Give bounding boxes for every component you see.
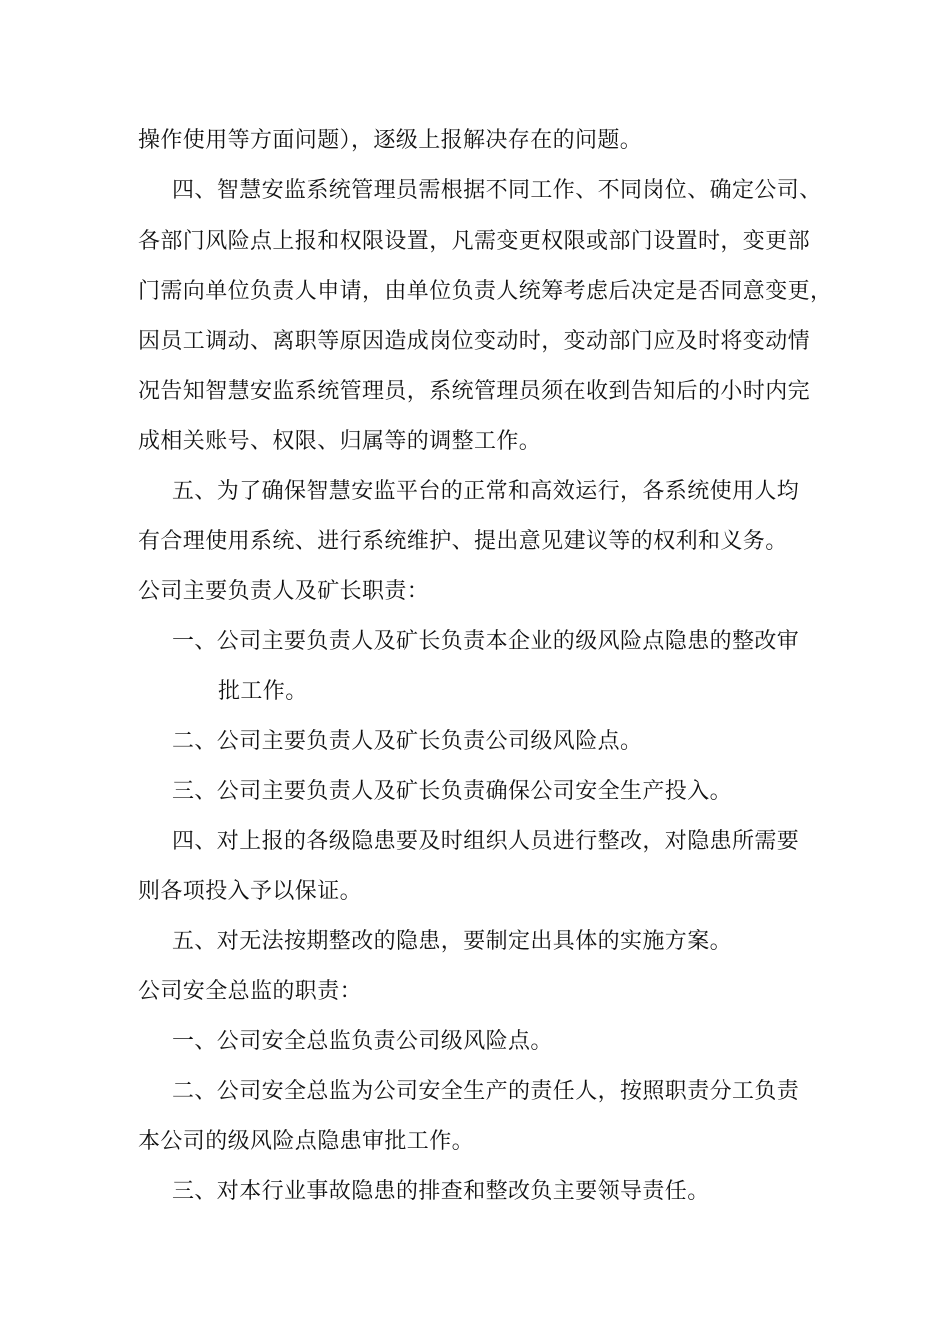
text-line: 成相关账号、权限、归属等的调整工作。 — [138, 429, 542, 454]
section-heading: 公司主要负责人及矿长职责： — [138, 579, 430, 604]
text-line: 二、公司主要负责人及矿长负责公司级风险点。 — [172, 729, 643, 754]
text-line: 本公司的级风险点隐患审批工作。 — [138, 1129, 475, 1154]
text-line: 操作使用等方面问题），逐级上报解决存在的问题。 — [138, 128, 643, 153]
text-line: 四、对上报的各级隐患要及时组织人员进行整改，对隐患所需要 — [172, 829, 800, 854]
text-line: 有合理使用系统、进行系统维护、提出意见建议等的权利和义务。 — [138, 529, 788, 554]
text-line: 五、对无法按期整改的隐患，要制定出具体的实施方案。 — [172, 929, 733, 954]
section-heading: 公司安全总监的职责： — [138, 979, 363, 1004]
text-line: 因员工调动、离职等原因造成岗位变动时，变动部门应及时将变动情 — [138, 329, 811, 354]
text-line: 各部门风险点上报和权限设置，凡需变更权限或部门设置时，变更部 — [138, 229, 811, 254]
text-line: 三、对本行业事故隐患的排查和整改负主要领导责任。 — [172, 1179, 710, 1204]
text-line: 三、公司主要负责人及矿长负责确保公司安全生产投入。 — [172, 779, 733, 804]
text-line: 二、公司安全总监为公司安全生产的责任人，按照职责分工负责 — [172, 1079, 800, 1104]
text-line: 一、公司安全总监负责公司级风险点。 — [172, 1029, 553, 1054]
text-line: 四、智慧安监系统管理员需根据不同工作、不同岗位、确定公司、 — [172, 178, 822, 203]
text-line: 一、公司主要负责人及矿长负责本企业的级风险点隐患的整改审 — [172, 629, 800, 654]
text-line: 批工作。 — [218, 679, 308, 704]
text-line: 况告知智慧安监系统管理员，系统管理员须在收到告知后的小时内完 — [138, 379, 811, 404]
text-line: 五、为了确保智慧安监平台的正常和高效运行，各系统使用人均 — [172, 479, 800, 504]
text-line: 门需向单位负责人申请，由单位负责人统筹考虑后决定是否同意变更， — [138, 279, 833, 304]
text-line: 则各项投入予以保证。 — [138, 879, 363, 904]
